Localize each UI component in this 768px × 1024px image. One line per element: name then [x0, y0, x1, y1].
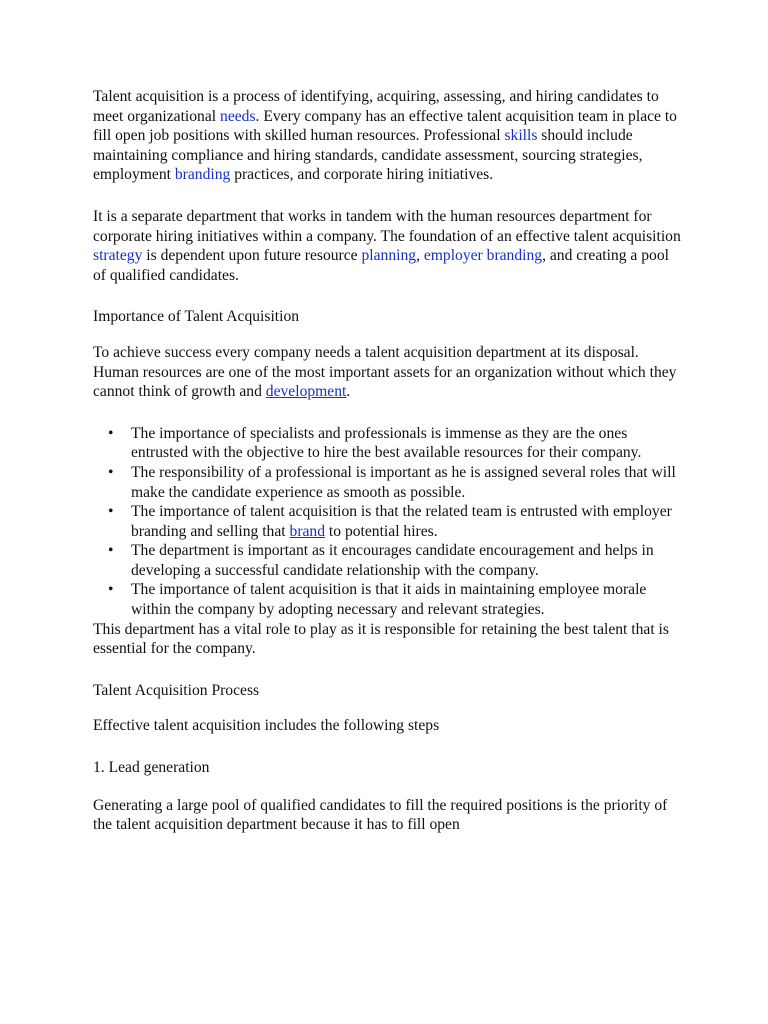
success-text-2: .: [346, 383, 351, 401]
heading-importance: Importance of Talent Acquisition: [93, 308, 300, 326]
intro-paragraph: [93, 87, 683, 185]
link-skills[interactable]: skills: [504, 127, 538, 145]
importance-bullet-list: [93, 424, 683, 620]
success-text-1: To achieve success every company needs a talent acquisition department at its disposal. Human resources are one of the most important assets for an organization without which they cannot think of growth and: [93, 343, 677, 401]
bullet-dot-icon: •: [108, 581, 114, 599]
link-branding[interactable]: branding: [174, 166, 231, 184]
intro-text-3: should include maintaining compliance and hiring standards, candidate assessment, sourcing strategies, employment: [93, 127, 643, 184]
bullet-text: The importance of talent acquisition is that it aids in maintaining employee morale within the company by adopting necessary and relevant strategies.: [131, 581, 647, 619]
link-needs[interactable]: needs: [220, 107, 256, 125]
bullet-text: The department is important as it encourages candidate encouragement and helps in developing a successful candidate relationship with the company.: [131, 542, 654, 579]
intro-text-1: Talent acquisition is a process of identifying, acquiring, assessing, and hiring candidates to meet organizational: [93, 88, 659, 125]
department-paragraph: [93, 207, 683, 285]
bullet-dot-icon: •: [108, 463, 114, 481]
bullet-item: [93, 580, 683, 619]
intro-text-4: practices, and corporate hiring initiatives.: [230, 166, 494, 184]
bullet-dot-icon: •: [108, 424, 114, 442]
heading-lead-generation: 1. Lead generation: [93, 759, 210, 777]
department-text-2: is dependent upon future resource: [142, 247, 362, 265]
link-development[interactable]: development: [265, 383, 347, 401]
lead-generation-paragraph: Generating a large pool of qualified candidates to fill the required positions is the priority of the talent acquisition department because it has to fill open: [93, 796, 668, 834]
heading-process: Talent Acquisition Process: [93, 681, 260, 699]
retention-paragraph: This department has a vital role to play as it is responsible for retaining the best talent that is essential for the company.: [93, 620, 669, 658]
intro-text-2: . Every company has an effective talent acquisition team in place to fill open job positions with skilled human resources. Professional: [93, 107, 677, 145]
bullet-text: The responsibility of a professional is important as he is assigned several roles that will make the candidate experience as smooth as possible.: [131, 463, 676, 501]
link-employer-branding[interactable]: employer branding: [423, 247, 543, 265]
bullet-text-2: to potential hires.: [325, 522, 438, 540]
department-text-3: ,: [416, 247, 424, 265]
department-text-4: , and creating a pool of qualified candidates.: [93, 247, 669, 284]
link-planning[interactable]: planning: [361, 247, 417, 265]
bullet-text: The importance of specialists and professionals is immense as they are the ones entrusted with the objective to hire the best available resources for their company.: [131, 424, 642, 462]
bullet-item: [93, 424, 683, 463]
bullet-item: [93, 502, 683, 541]
bullet-dot-icon: •: [108, 503, 114, 521]
bullet-text-1: The importance of talent acquisition is that the related team is entrusted with employer branding and selling that: [131, 503, 672, 540]
bullet-dot-icon: •: [108, 542, 114, 560]
department-text-1: It is a separate department that works in tandem with the human resources department for corporate hiring initiatives within a company. The foundation of an effective talent acquisition: [93, 207, 681, 245]
document-page: [93, 87, 683, 835]
link-strategy[interactable]: strategy: [93, 247, 143, 265]
steps-intro-paragraph: Effective talent acquisition includes the following steps: [93, 717, 440, 735]
bullet-item: [93, 541, 683, 580]
bullet-item: [93, 463, 683, 502]
success-paragraph: [93, 343, 683, 402]
link-brand[interactable]: brand: [289, 522, 326, 540]
